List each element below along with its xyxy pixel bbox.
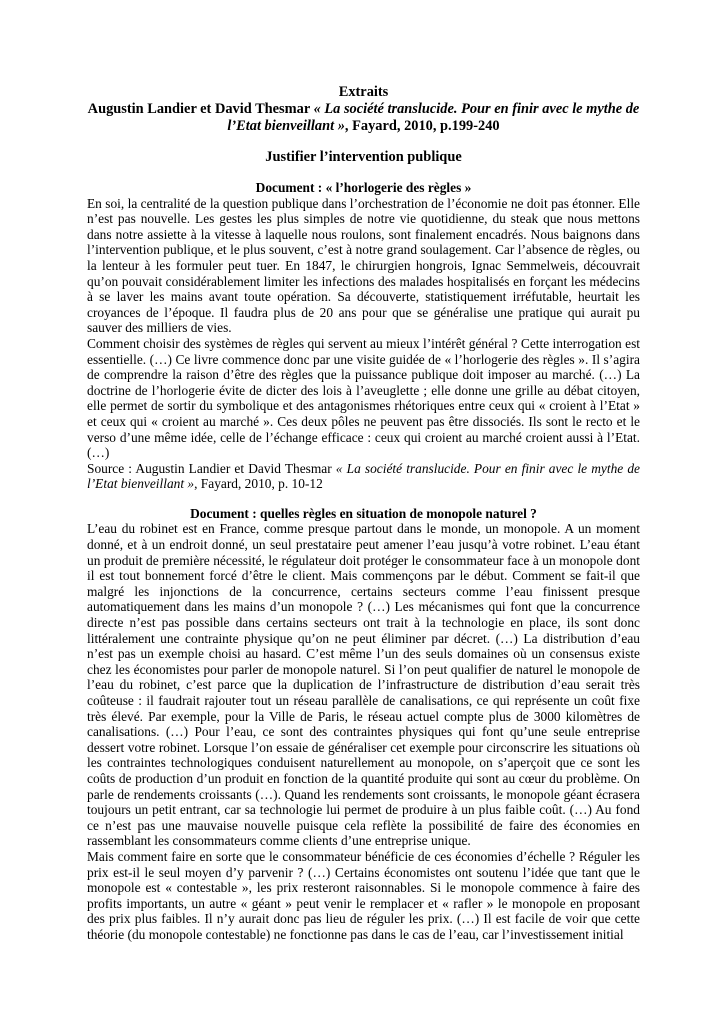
doc2-title: Document : quelles règles en situation de monopole naturel ? (190, 505, 537, 521)
doc1-paragraph-2: Comment choisir des systèmes de règles qui servent au mieux l’intérêt général ? Cette interrogation est essentielle. (…) Ce livre commence donc par une visite guidée de « l’horlogerie des règles ». Il s’agira de comprendre la raison d’être des règles que la puissance publique doit imposer au marché. (…) La doctrine de l’horlogerie évite de dicter des lois à l’aveuglette ; elle donne une grille au débat citoyen, elle permet de sortir du symbolique et des antagonismes rhétoriques entre ceux qui « croient à l’Etat » et ceux qui « croient au marché ». Ces deux pôles ne peuvent pas être dissociés. Ils sont le recto et le verso d’une même idée, celle de l’échange efficace : ceux qui croient au marché croient aussi à l’Etat. (…) (87, 335, 640, 461)
header-extraits: Extraits (338, 84, 389, 100)
document-page (87, 84, 640, 943)
doc1-title: Document : « l’horlogerie des règles » (255, 180, 472, 195)
document-header (87, 84, 640, 135)
doc1-source-title: « La société translucide. Pour en finir avec le mythe de l’Etat bienveillant » (87, 460, 640, 492)
header-publisher: , Fayard, 2010, p.199-240 (344, 118, 500, 134)
section-subtitle: Justifier l’intervention publique (265, 149, 462, 165)
doc2-paragraph-1: L’eau du robinet est en France, comme presque partout dans le monde, un monopole. A un moment donné, et à un endroit donné, un seul prestataire peut amener l’eau jusqu’à votre robinet. L’eau étant un produit de première nécessité, le régulateur doit protéger le consommateur face à un monopole dont il est tout bonnement forcé d’être le client. Mais commençons par le début. Comment se fait-il que malgré les injonctions de la concurrence, certains secteurs comme l’eau finissent presque automatiquement dans les mains d’un monopole ? (…) Les mécanismes qui font que la concurrence directe n’est pas possible dans certains secteurs ont trait à la technologie en place, ils sont donc littéralement une contrainte physique qu’on ne peut éliminer par décret. (…) La distribution d’eau n’est pas un exemple choisi au hasard. C’est même l’un des seuls domaines où un consensus existe chez les économistes pour parler de monopole naturel. Si l’on peut qualifier de naturel le monopole de l’eau du robinet, c’est parce que la duplication de l’infrastructure de distribution d’eau serait très coûteuse : il faudrait rajouter tout un réseau parallèle de canalisations, ce qui représente un coût fixe très élevé. Par exemple, pour la Ville de Paris, le réseau actuel compte plus de 3000 kilomètres de canalisations. (…) Pour l’eau, ce sont des contraintes physiques qui font qu’une seule entreprise dessert votre robinet. Lorsque l’on essaie de généraliser cet exemple pour circonscrire les situations où les contraintes technologiques conduisent naturellement au monopole, on s’aperçoit que ce sont les coûts de production d’un produit en fonction de la quantité produite qui sont au cœur du problème. On parle de rendements croissants (…). Quand les rendements sont croissants, le monopole géant écrasera toujours un petit entrant, car sa technologie lui permet de produire à un plus faible coût. (…) Au fond ce n’est pas une mauvaise nouvelle puisque cela reflète la possibilité de faire des économies en rassemblant les consommateurs comme clients d’une entreprise unique. (87, 521, 640, 849)
doc1-source (87, 461, 640, 492)
doc1-source-prefix: Source : Augustin Landier et David Thesmar (87, 460, 336, 476)
header-authors: Augustin Landier et David Thesmar (87, 101, 310, 117)
doc2-paragraph-2: Mais comment faire en sorte que le consommateur bénéficie de ces économies d’échelle ? Réguler les prix est-il le seul moyen d’y parvenir ? (…) Certains économistes ont soutenu l’idée que tant que le monopole est « contestable », les prix resteront raisonnables. Si le monopole commence à faire des profits importants, un autre « géant » peut venir le remplacer et « rafler » le monopole en proposant des prix plus faibles. Il n’y aurait donc pas lieu de réguler les prix. (…) Il est facile de voir que cette théorie (du monopole contestable) ne fonctionne pas dans le cas de l’eau, car l’investissement initial (87, 848, 640, 942)
header-reference (87, 101, 640, 135)
doc1-source-suffix: , Fayard, 2010, p. 10-12 (194, 476, 323, 492)
doc1-paragraph-1: En soi, la centralité de la question publique dans l’orchestration de l’économie ne doit pas étonner. Elle n’est pas nouvelle. Les gestes les plus simples de notre vie quotidienne, du steak que nous mettons dans notre assiette à la vitesse à laquelle nous roulons, sont finalement encadrés. Nous baignons dans l’intervention publique, et le plus souvent, c’est à notre grand soulagement. Car l’absence de règles, ou la lenteur à les formuler peut tuer. En 1847, le chirurgien hongrois, Ignac Semmelweis, découvrait qu’on pouvait considérablement limiter les infections des malades hospitalisés en forçant les médecins à se laver les mains avant toute opération. Sa découverte, statistiquement irréfutable, heurtait les croyances de l’époque. Il faudra plus de 20 ans pour que se généralise une pratique qui aurait pu sauver des milliers de vies. (87, 195, 640, 336)
header-book-title: « La société translucide. Pour en finir avec le mythe de l’Etat bienveillant » (227, 101, 640, 134)
